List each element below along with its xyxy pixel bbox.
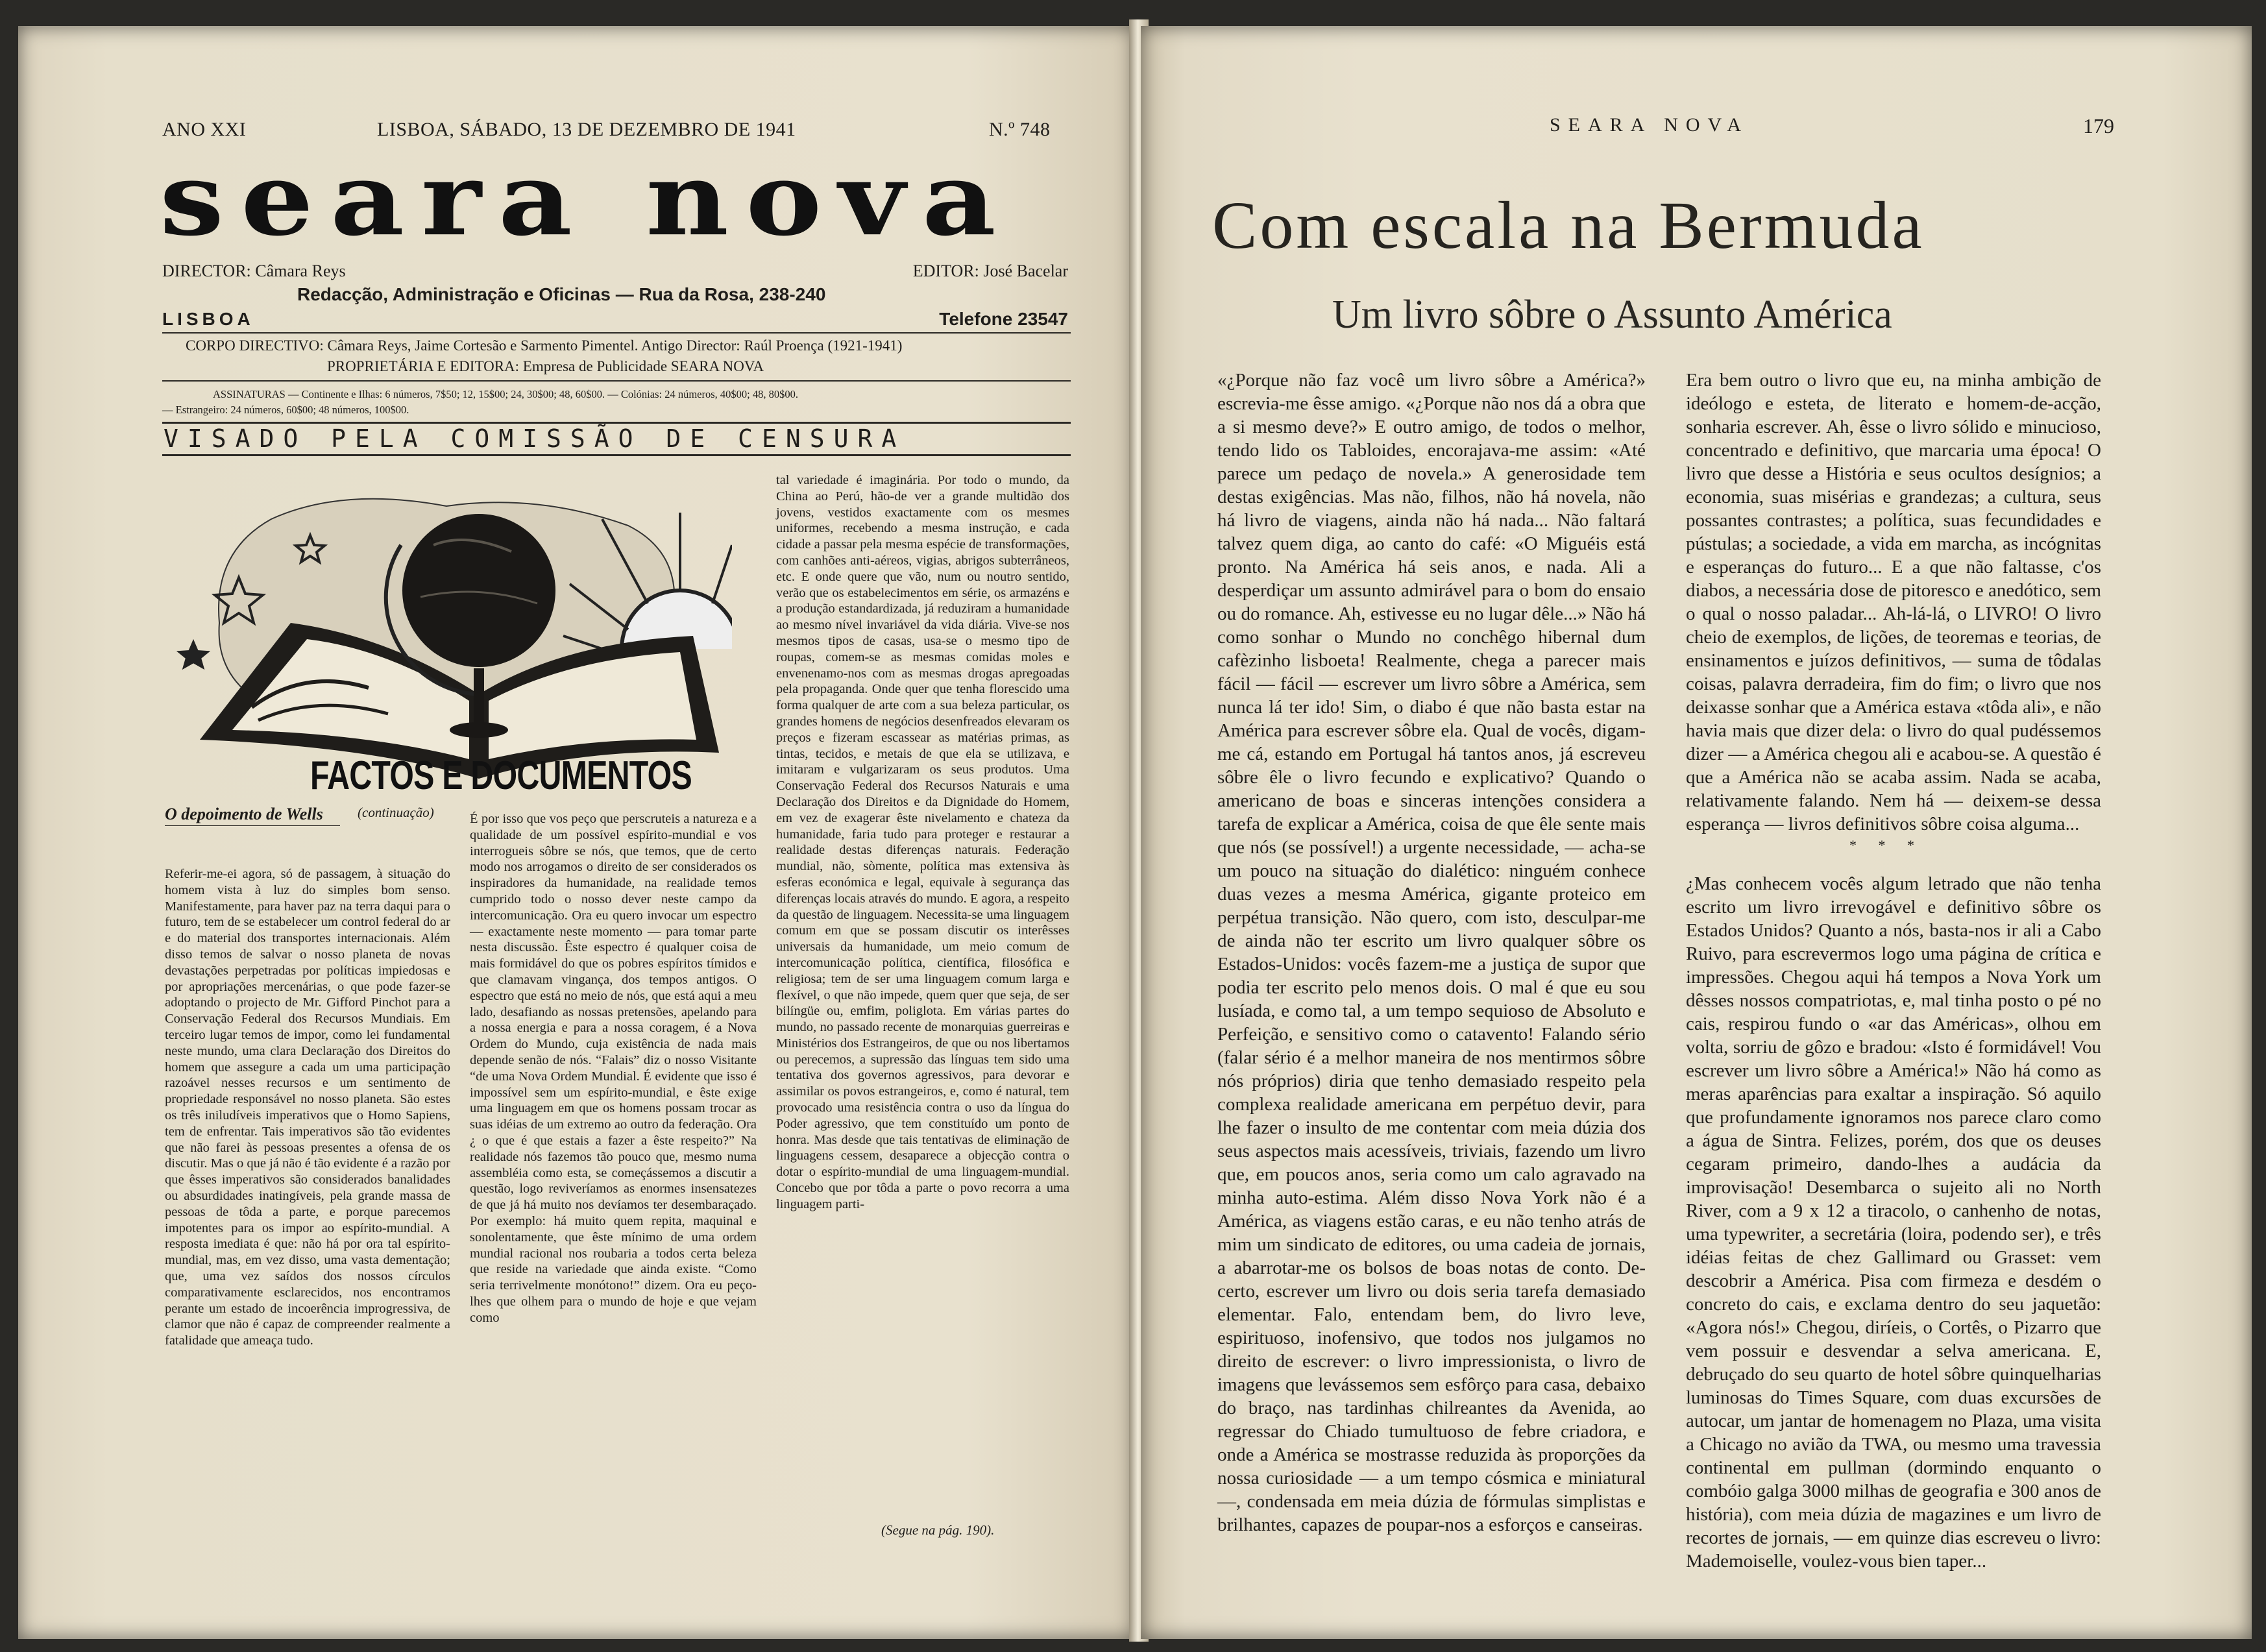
censor-banner: VISADO PELA COMISSÃO DE CENSURA (164, 424, 906, 453)
right-column-2b: ¿Mas conhecem vocês algum letrado que não tenha escrito um livro irrevogável e definitivo sôbre os Estados Unidos? Quanto a nós, basta-nos ir ali a Cabo Ruivo, para escrevermos logo uma página de crítica e impressões. Chegou aqui há tempos a Nova York um dêsses nossos compatriotas, e, mal tinha posto o pé no cais, respirou fundo o «ar das Américas», olhou em volta, sorriu de gôzo e bradou: «Isto é formidável! Vou escrever um livro sôbre a América!» Não há como as meras aparências para exaltar a inspiração. Só aquilo que profundamente ignoramos nos parece claro como a água de Sintra. Felizes, porém, dos que os deuses cegaram primeiro, dando-lhes a audácia da improvisação! Desembarca o sujeito ali no North River, com a 9 x 12 a tiracolo, o canhenho de notas, uma typewriter, a secretária (loira, podendo ser), e três idéias feitas de chez Gallimard ou Grasset: vem descobrir a América. Pisa com firmeza e desdém o concreto do cais, e exclama dentro do seu jaquetão: «Agora nós!» Chegou, diríeis, o Cortês, o Pizarro que vem possuir e desvendar a selva americana. E, debruçado do seu quarto de hotel sôbre quinquelharias luminosas do Times Square, com duas excursões de autocar, um jantar de homenagem no Plaza, uma visita a Chicago no avião da TWA, ou mesmo uma travessia continental em pullman (dormindo enquanto o combóio galga 3000 milhas de geografia e 300 anos de história), com meia dúzia de magazines e um livro de recortes de jornais, — em quinze dias escreveu o livro: Mademoiselle, voulez-vous bien taper... (1686, 873, 2101, 1572)
subscriptions-rule (162, 422, 1071, 424)
illustration-caption: FACTOS E DOCUMENTOS (310, 753, 692, 798)
right-column-1: «¿Porque não faz você um livro sôbre a América?» escrevia-me êsse amigo. «¿Porque não nos dá a obra que a si mesmo deve?» E outro amigo, de todos o melhor, tendo lido os Tabloides, encorajava-me assim: «Até parece um pedaço de novela.» A generosidade tem destas exigências. Mas não, filhos, não há novela, não há livro de viagens, ainda não há nada... Não faltará talvez quem diga, ao canto do café: «O Miguéis está pronto. Na América há seis anos, e nada. Ali a desperdiçar um assunto admirável para o bom do ensaio ou do romance. Ah, estivesse eu no lugar dêle...» Não há como sonhar o Mundo no conchêgo hibernal dum cafèzinho lisboeta! Realmente, chega a parecer mais fácil — fácil — escrever um livro sôbre a América, sem nunca lá ter ido! Sim, o diabo é que não basta estar na América para escrever sôbre ela. Qual de vocês, digam-me cá, estando em Portugal há tantos anos, já escreveu sôbre êle o livro fecundo e explicativo? Quando o americano de boas e sinceras intenções considera a tarefa de explicar a América, coisa de que êle sente mais que nós (se possível!) a urgente necessidade, — acha-se um pouco na situação do dialético: ninguém conhece duas vezes a mesma América, gigante proteico em perpétua transição. Não quero, com isto, desculpar-me de ainda não ter escrito um livro qualquer sôbre os Estados-Unidos: vocês fazem-me a justiça de supor que podia ter escrito pelo menos dois. O mal é que eu sou lusíada, e como tal, a um tempo sequioso de Absoluto e Perfeição, e sensitivo como o catavento! Falando sério (falar sério é a melhor maneira de nos mentirmos sôbre nós próprios) diria que tenho demasiado respeito pela complexa realidade americana em perpétuo devir, para lhe fazer o insulto de me contentar com meia dúzia dos seus aspectos mais acessíveis, triviais, fazendo um livro que, em poucos anos, seria como um calo agravado na minha auto-estima. Além disso Nova York não é a América, as viagens estão caras, e eu não tenho atrás de mim um sindicato de editores, ou uma cadeia de jornais, a abarrotar-me os bolsos de boas notas de conto. De-certo, escrever um livro ou dois seria tarefa demasiado elementar. Falo, entendam bem, do livro leve, espirituoso, inofensivo, que todos nos julgamos no direito de escrever: o livro impressionista, o livro de imagens que levássemos sem esfôrço para casa, debaixo do braço, nas tardinhas chilreantes da Avenida, ao regressar do Chiado tumultuoso de febre criadora, e onde a América se mostrasse reduzida às proporções da nossa curiosidade — a um tempo cósmica e miniatural —, condensada em meia dúzia de fórmulas simplistas e brilhantes, capazes de poupar-nos a esforços e canseiras. (1217, 370, 1646, 1535)
section-separator: * * * (1849, 837, 1923, 853)
censor-rule (162, 454, 1071, 456)
article-column-3: tal variedade é imaginária. Por todo o mundo, da China ao Perú, hão-de ver a grande multidão dos jovens, vestidos exactamente com os mesmes uniformes, recebendo a mesma instrução, e cada cidade a passar pela mesma espécie de transformações, com canhões anti-aéreos, vigias, abrigos subterrâneos, etc. E onde quere que vão, num ou noutro sentido, verão que os estabelecimentos em série, os armazéns e a produção estandardizada, já reduziram a humanidade ao mesmo nível invariável da vida diária. Vive-se nos mesmos tipos de casas, usa-se o mesmo tipo de roupas, comem-se as mesmas comidas moles e envenenamo-nos com as mesmas drogas apregoadas pela propaganda. Onde quer que tenha florescido uma forma qualquer de arte com a sua beleza particular, os grandes homens de negócios desenfreados elevaram os preços e fizeram escassear as matérias primas, as tintas, tecidos, e metais de que ela se utilizava, e imitaram e vulgarizaram os seus produtos. Uma Conservação Federal dos Recursos Naturais e uma Declaração dos Direitos e da Dignidade do Homem, em vez de exagerar êste nivelamento e chateza da humanidade, faria tudo para proteger e restaurar a realidade destas diferenças naturais. Federação mundial, não, sòmente, política mas extensiva às esferas económica e legal, equivale à segurança das diferenças locais através do mundo. E agora, a respeito da questão de linguagem. Necessita-se uma linguagem comum em que se possam discutir os interêsses universais da humanidade, um meio comum de intercomunicação política, científica, filosófica e religiosa; tem de ser uma linguagem comum larga e flexível, o que não impede, quem quer que seja, de ser bilíngüe ou, emfim, poliglota. Em várias partes do mundo, no passado recente de monarquias guerreiras e Ministérios dos Estrangeiros, de que ou nos libertamos ou perecemos, a supressão das línguas tem sido uma tentativa dos governos agressivos, para devorar e assimilar os povos estrangeiros, e, como é natural, tem provocado uma resistência contra o uso da língua do Poder agressivo, que tem constituído um ponto de honra. Mas desde que tais tentativas de eliminação de linguagens cessem, desaparece a objecção contra o dotar o espírito-mundial de uma linguagem-mundial. Concebo que por tôda a parte o povo recorra a uma linguagem parti- (776, 473, 1069, 1211)
subscriptions-line-1: ASSINATURAS — Continente e Ilhas: 6 números, 7$50; 12, 15$00; 24, 30$00; 48, 60$00. — Colónias: 24 números, 40$00; 48, 80$00. (213, 388, 798, 400)
article-column-1: Referir-me-ei agora, só de passagem, à situação do homem vista à luz do simples bom senso. Manifestamente, para haver paz na terra daqui para o futuro, tem de se estabelecer um control federal do ar e do material dos transportes internacionais. Além disso temos de salvar o nosso planeta de novas devastações perpetradas por políticas impiedosas e por apropriações mercenárias, o que pode fazer-se adoptando o projecto de Mr. Gifford Pinchot para a Conservação Federal dos Recursos Mundiais. Em terceiro lugar temos de impor, como lei fundamental neste mundo, uma clara Declaração dos Direitos do homem que assegure a cada um uma participação razoável nesses recursos e um sentimento de propriedade responsável no nosso planeta. São estes os três iniludíveis imperativos que o Homo Sapiens, tem de enfrentar. Tais imperativos são tão evidentes que não farei às pessoas presentes a ofensa de os discutir. Mas o que já não é tão evidente é a razão por que êsses imperativos são considerados banalidades ou absurdidades inatingíveis, pela grande massa de pessoas de tôda a parte, e porque parecemos impotentes para os impor ao espírito-mundial. A resposta imediata é que: não há por ora tal espírito-mundial, mas, em vez disso, uma vasta dementação; que, uma vez saídos dos nossos círculos comparativamente esclarecidos, nos encontramos perante um estado de incoerência improgressiva, de clamor que não é capaz de compreender realmente a fatalidade que ameaça tudo. (165, 867, 451, 1348)
issue-year: ANO XXI (162, 119, 247, 140)
factos-illustration (174, 474, 732, 811)
owner-line: PROPRIETÁRIA E EDITORA: Empresa de Publicidade SEARA NOVA (327, 358, 764, 374)
telephone-line: Telefone 23547 (939, 309, 1068, 329)
masthead-title: seara nova (160, 140, 1013, 259)
continued-note: (Segue na pág. 190). (881, 1522, 995, 1538)
article-headline: Com escala na Bermuda (1212, 188, 1925, 263)
article-title: O depoimento de Wells (165, 805, 323, 823)
article-title-note: (continuação) (358, 805, 434, 820)
article-subtitle: Um livro sôbre o Assunto América (1332, 293, 1892, 337)
issue-number: N.º 748 (989, 119, 1051, 140)
dateline: LISBOA, SÁBADO, 13 DE DEZEMBRO DE 1941 (377, 119, 796, 140)
right-page (1141, 26, 2252, 1639)
masthead-rule (162, 332, 1071, 334)
board-line: CORPO DIRECTIVO: Câmara Reys, Jaime Cortesão e Sarmento Pimentel. Antigo Director: Raúl Proença (1921-1941) (186, 337, 903, 354)
left-page (18, 26, 1134, 1639)
editor-line: EDITOR: José Bacelar (912, 261, 1068, 280)
running-head: SEARA NOVA (1550, 114, 1749, 136)
address-line: Redacção, Administração e Oficinas — Rua da Rosa, 238-240 (297, 284, 826, 304)
city-label: LISBOA (162, 309, 254, 329)
right-column-2a: Era bem outro o livro que eu, na minha ambição de ideólogo e esteta, de literato e homem-de-acção, sonharia escrever. Ah, êsse o livro sólido e minucioso, concentrado e definitivo, que marcaria uma época! O livro que desse a História e seus ocultos desígnios; a economia, suas misérias e grandezas; a cultura, seus possantes contrastes; a política, suas fecundidades e pústulas; a sociedade, a vida em marcha, as incógnitas e esperanças do futuro... E a que não faltasse, c'os diabos, a necessária dose de pitoresco e anedótico, sem o qual o nosso paladar... Ah-lá-lá, o LIVRO! O livro cheio de exemplos, de lições, de teoremas e teorias, de ensinamentos e juízos definitivos, — suma de tôdalas coisas, palavra derradeira, fim do fim; o livro que nos deixasse sonhar que a América estava «tôda ali», e não havia mais que dizer dela: o livro do qual pudéssemos dizer — a América chegou ali e acabou-se. A questão é que a América não se acaba assim. Nada se acaba, relativamente falando. Nem há — deixem-se dessa esperança — livros definitivos sôbre coisa alguma... (1686, 370, 2101, 834)
article-column-2: É por isso que vos peço que perscruteis a natureza e a qualidade de um possível espírito-mundial e vos interrogueis sôbre se nós, que temos, que de certo modo nos arrogamos o direito de ser considerados os inspiradores da humanidade, na realidade temos cumprido todo o nosso dever neste campo da intercomunicação. Ora eu quero invocar um espectro — exactamente neste momento — para tomar parte nesta discussão. Êste espectro é qualquer coisa de mais formidável do que os pobres espíritos tímidos e que clamavam vingança, dos tempos antigos. O espectro que está no meio de nós, que está aqui a meu lado, desafiando as nossas pretensões, apelando para a nossa energia e para a nossa coragem, é a Nova Ordem do Mundo, cuja existência de nada mais depende senão de nós. “Falais” diz o nosso Visitante “de uma Nova Ordem Mundial. É evidente que isso é impossível sem um espírito-mundial, e êste exige uma linguagem em que os homens possam trocar as suas idéias de um extremo ao outro da federação. Ora ¿ o que é que estais a fazer a êste respeito?” Na realidade nós fazemos tão pouco que, mesmo numa assembléia como esta, se começássemos a discutir a questão, logo reviveríamos as enormes insensatezes de que já há muito nos devíamos ter desembaraçado. Por exemplo: há muito quem repita, maquinal e sonolentamente, que êste mínimo de uma ordem mundial racional nos roubaria a todos certa beleza que reside na variedade que ainda existe. “Como seria terrivelmente monótono!” dizem. Ora eu peço-lhes que olhem para o mundo de hoje e que vejam como (470, 812, 757, 1325)
director-line: DIRECTOR: Câmara Reys (162, 261, 346, 280)
board-rule (162, 380, 1071, 382)
subscriptions-line-2: — Estrangeiro: 24 números, 60$00; 48 números, 100$00. (162, 404, 409, 416)
page-number: 179 (2083, 114, 2114, 138)
title-underline (165, 825, 340, 826)
